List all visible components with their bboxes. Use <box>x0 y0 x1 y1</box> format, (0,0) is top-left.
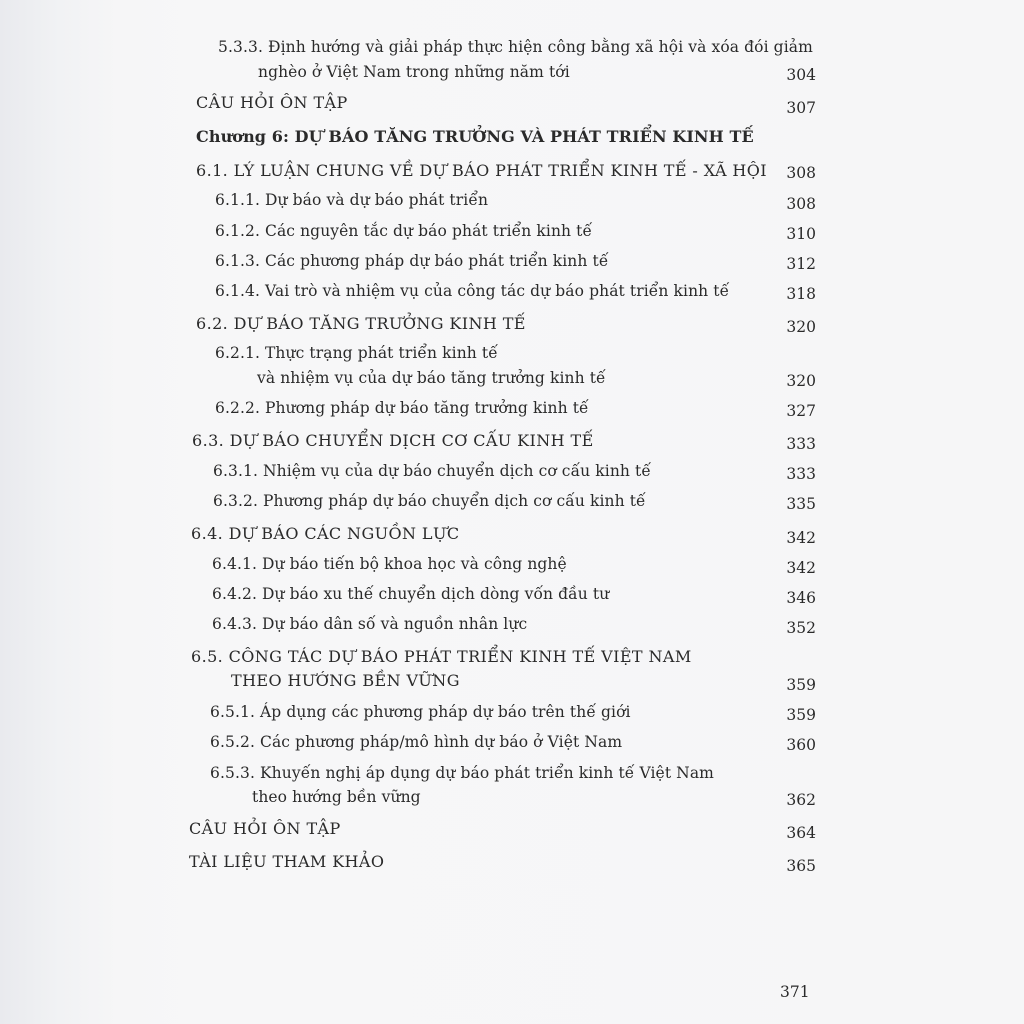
toc-page-number: 333 <box>786 435 816 453</box>
toc-page-number: 312 <box>786 255 816 273</box>
toc-entry-5-3-3-line2: nghèo ở Việt Nam trong những năm tới <box>258 63 570 81</box>
toc-entry-6-2-2: 6.2.2. Phương pháp dự báo tăng trưởng kinh tế <box>215 399 589 417</box>
toc-entry-6-2-1-line2: và nhiệm vụ của dự báo tăng trưởng kinh tế <box>257 369 606 387</box>
toc-entry-6-1-2: 6.1.2. Các nguyên tắc dự báo phát triển kinh tế <box>215 222 593 240</box>
toc-page-number: 308 <box>786 195 816 213</box>
toc-entry-6-1: 6.1. LÝ LUẬN CHUNG VỀ DỰ BÁO PHÁT TRIỂN KINH TẾ - XÃ HỘI <box>196 161 767 180</box>
toc-entry-6-4-2: 6.4.2. Dự báo xu thế chuyển dịch dòng vốn đầu tư <box>212 585 610 603</box>
toc-entry-6-5-1: 6.5.1. Áp dụng các phương pháp dự báo trên thế giới <box>210 703 631 721</box>
toc-entry-6-1-3: 6.1.3. Các phương pháp dự báo phát triển kinh tế <box>215 252 609 270</box>
toc-entry-6-3-2: 6.3.2. Phương pháp dự báo chuyển dịch cơ cấu kinh tế <box>213 492 646 510</box>
toc-entry-6-5-line2: THEO HƯỚNG BỀN VỮNG <box>231 671 460 690</box>
toc-page-number: 352 <box>786 619 816 637</box>
toc-entry-5-3-3-line1: 5.3.3. Định hướng và giải pháp thực hiện công bằng xã hội và xóa đói giảm <box>218 38 813 56</box>
toc-entry-6-1-4: 6.1.4. Vai trò và nhiệm vụ của công tác dự báo phát triển kinh tế <box>215 282 730 300</box>
toc-page-number: 342 <box>786 529 816 547</box>
toc-page-number: 342 <box>786 559 816 577</box>
page-folio-number: 371 <box>780 983 810 1001</box>
toc-entry-6-2: 6.2. DỰ BÁO TĂNG TRƯỞNG KINH TẾ <box>196 314 526 333</box>
toc-page-number: 304 <box>786 66 816 84</box>
toc-entry-6-4-3: 6.4.3. Dự báo dân số và nguồn nhân lực <box>212 615 528 633</box>
toc-entry-6-5-3-line2: theo hướng bền vững <box>252 788 421 806</box>
toc-entry-6-4: 6.4. DỰ BÁO CÁC NGUỒN LỰC <box>191 524 460 543</box>
toc-page-number: 327 <box>786 402 816 420</box>
toc-entry-review-questions-2: CÂU HỎI ÔN TẬP <box>189 819 341 838</box>
toc-page-number: 333 <box>786 465 816 483</box>
toc-entry-6-1-1: 6.1.1. Dự báo và dự báo phát triển <box>215 191 489 209</box>
toc-entry-review-questions: CÂU HỎI ÔN TẬP <box>196 93 348 112</box>
toc-entry-6-3-1: 6.3.1. Nhiệm vụ của dự báo chuyển dịch cơ cấu kinh tế <box>213 462 651 480</box>
toc-page-number: 364 <box>786 824 816 842</box>
toc-entry-6-5-2: 6.5.2. Các phương pháp/mô hình dự báo ở Việt Nam <box>210 733 623 751</box>
toc-page-number: 318 <box>786 285 816 303</box>
toc-page-number: 359 <box>786 676 816 694</box>
toc-page-number: 310 <box>786 225 816 243</box>
chapter-heading: Chương 6: DỰ BÁO TĂNG TRƯỞNG VÀ PHÁT TRIỂN KINH TẾ <box>196 127 754 146</box>
toc-page-number: 360 <box>786 736 816 754</box>
toc-page-number: 307 <box>786 99 816 117</box>
toc-entry-6-3: 6.3. DỰ BÁO CHUYỂN DỊCH CƠ CẤU KINH TẾ <box>192 431 594 450</box>
toc-page-number: 320 <box>786 372 816 390</box>
toc-page-number: 365 <box>786 857 816 875</box>
toc-page-number: 335 <box>786 495 816 513</box>
toc-page-number: 362 <box>786 791 816 809</box>
toc-entry-6-2-1-line1: 6.2.1. Thực trạng phát triển kinh tế <box>215 344 498 362</box>
toc-page-number: 320 <box>786 318 816 336</box>
toc-entry-6-4-1: 6.4.1. Dự báo tiến bộ khoa học và công nghệ <box>212 555 567 573</box>
toc-page-number: 308 <box>786 164 816 182</box>
toc-entry-references: TÀI LIỆU THAM KHẢO <box>189 852 385 871</box>
toc-entry-6-5-line1: 6.5. CÔNG TÁC DỰ BÁO PHÁT TRIỂN KINH TẾ VIỆT NAM <box>191 647 692 666</box>
toc-entry-6-5-3-line1: 6.5.3. Khuyến nghị áp dụng dự báo phát triển kinh tế Việt Nam <box>210 764 714 782</box>
toc-page-number: 346 <box>786 589 816 607</box>
toc-page-number: 359 <box>786 706 816 724</box>
